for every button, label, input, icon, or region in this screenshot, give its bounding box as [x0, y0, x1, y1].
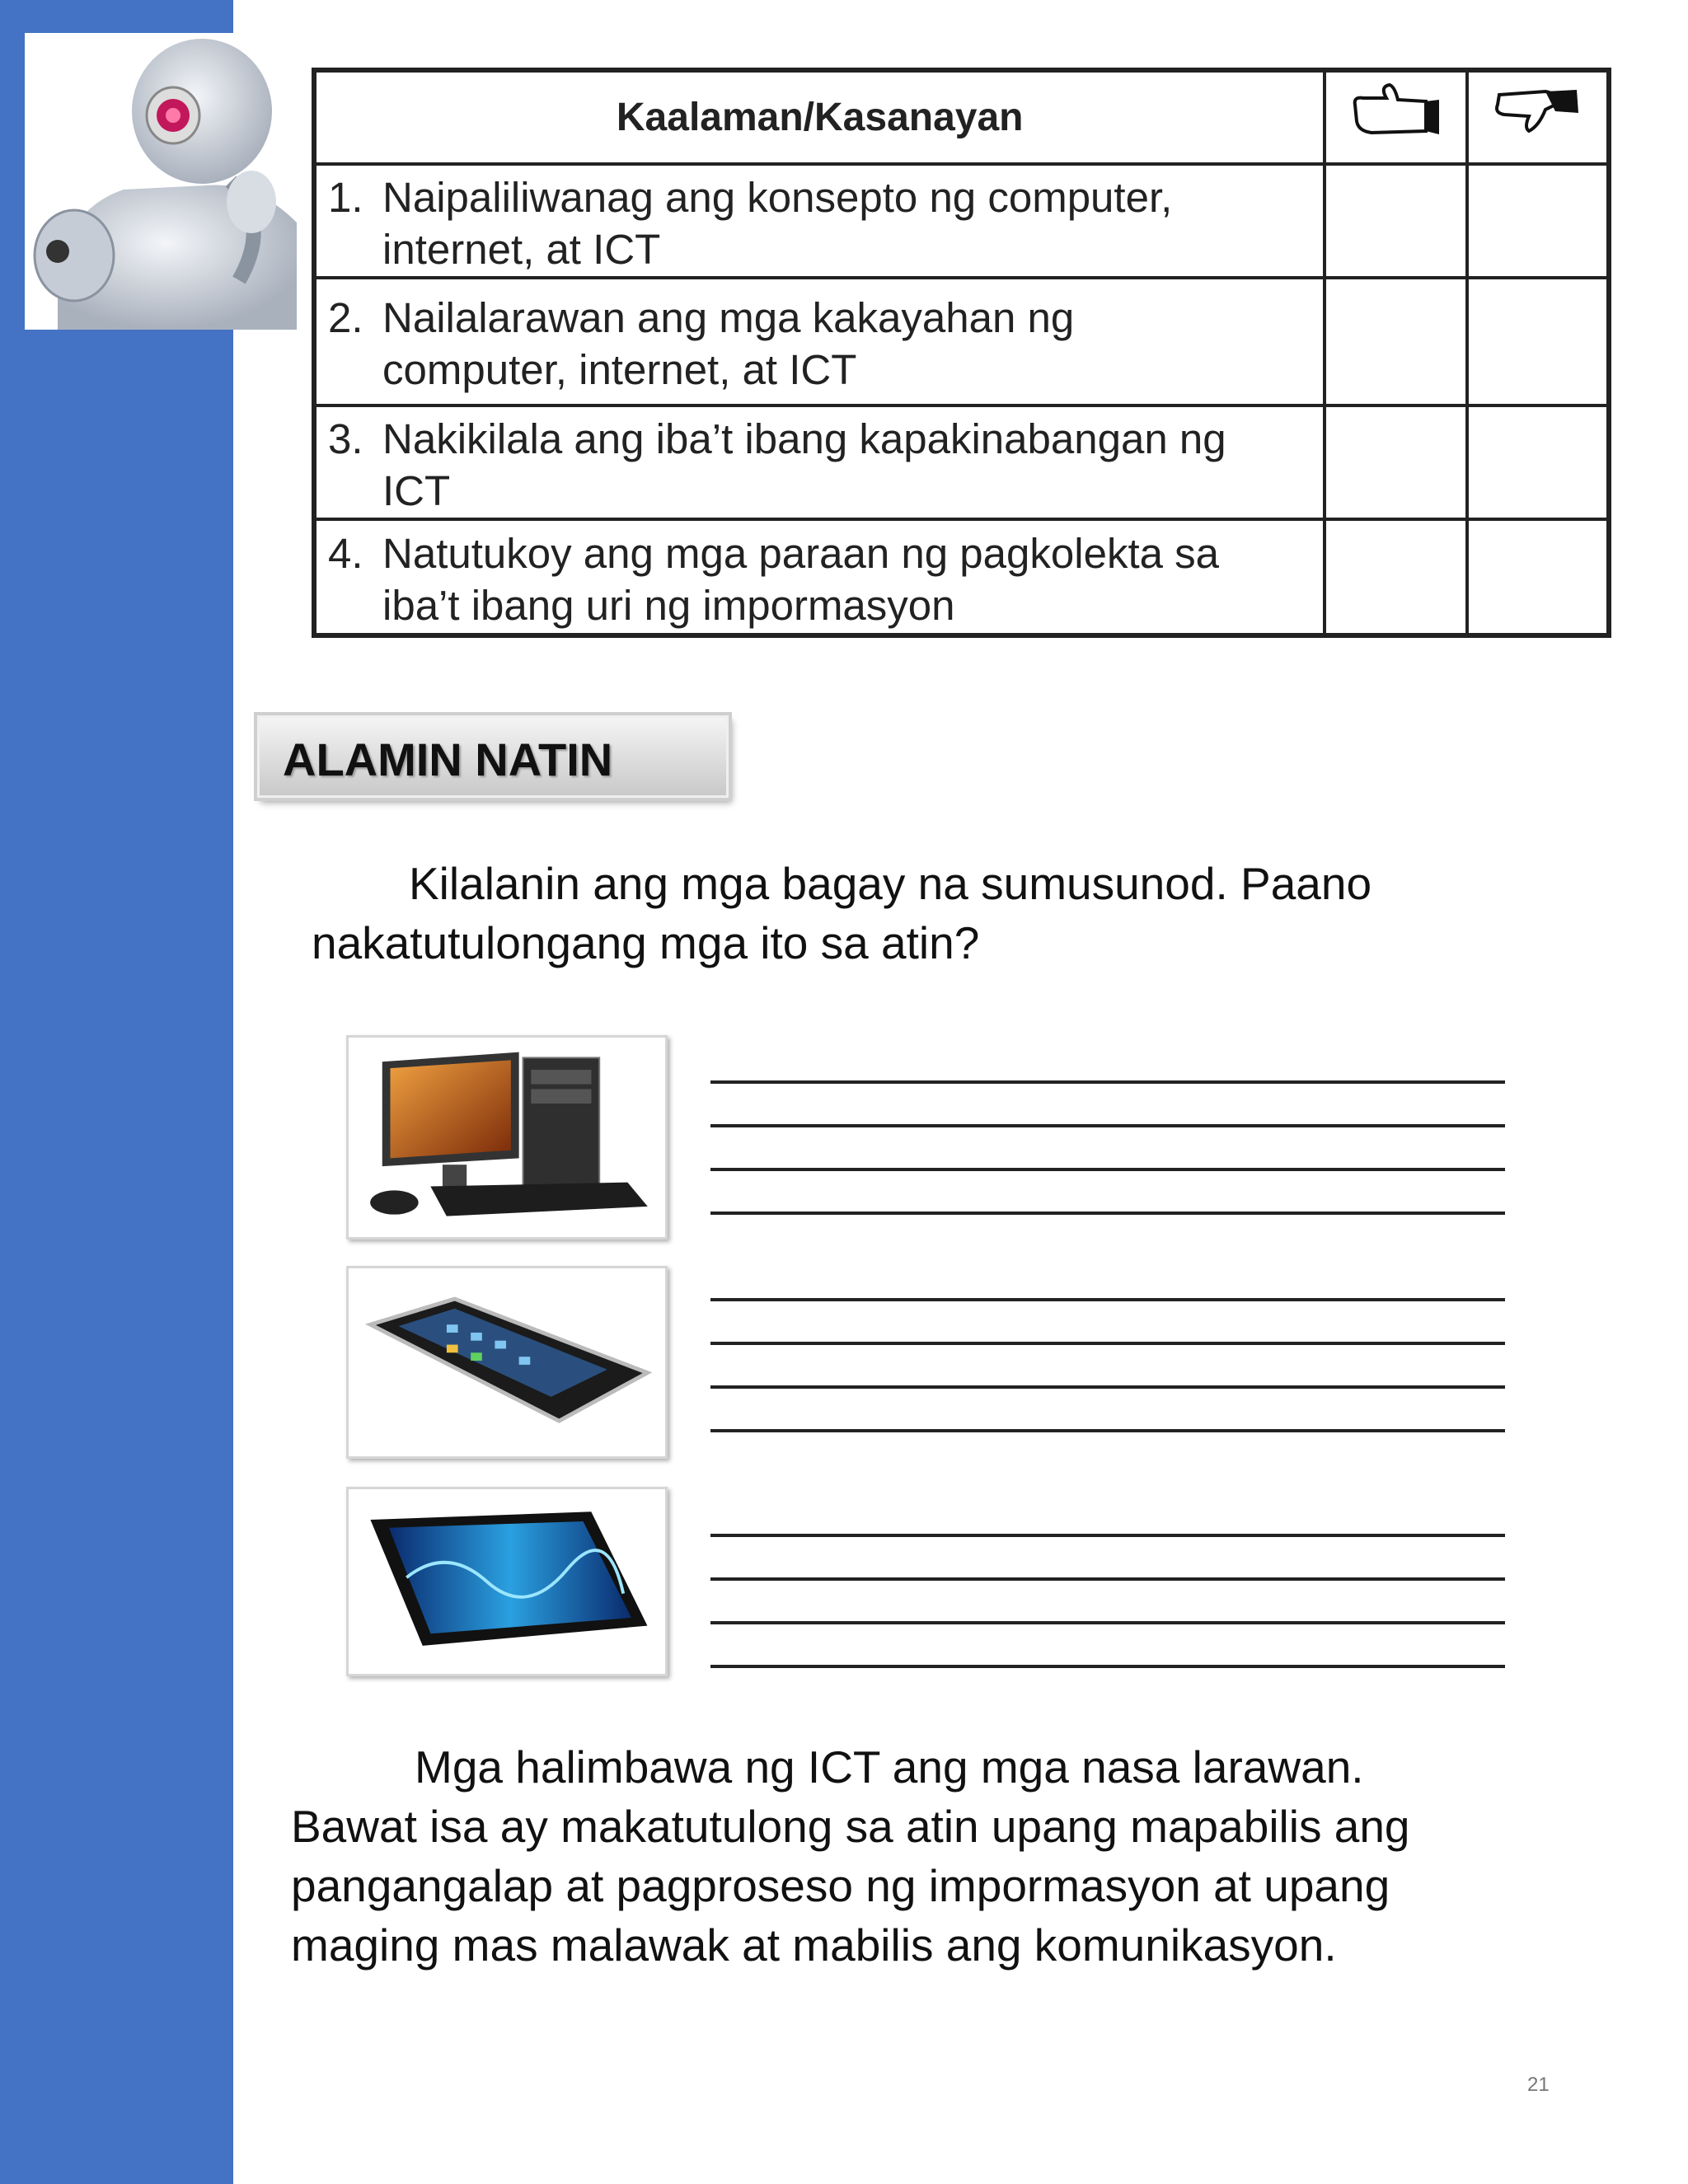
writing-line[interactable]	[710, 1665, 1505, 1668]
thumbs-down-checkbox-cell[interactable]	[1467, 278, 1609, 406]
writing-line[interactable]	[710, 1429, 1505, 1432]
skill-text-line2: ICT	[382, 466, 451, 514]
intro-line2: nakatutulongang mga ito sa atin?	[312, 917, 980, 968]
writing-line[interactable]	[710, 1168, 1505, 1171]
skill-cell	[314, 164, 1325, 277]
smartphone-icon	[349, 1268, 665, 1456]
thumbs-up-checkbox-cell[interactable]	[1325, 164, 1466, 277]
row-number: 3.	[328, 415, 363, 462]
tablet-icon	[349, 1489, 665, 1674]
skill-text-line2: iba’t ibang uri ng impormasyon	[382, 581, 955, 629]
thumbs-down-checkbox-cell[interactable]	[1467, 519, 1609, 635]
row-number: 2.	[328, 294, 363, 342]
skill-text-line2: internet, at ICT	[382, 225, 661, 273]
smartphone-picture	[346, 1266, 668, 1459]
thumbs-up-checkbox-cell[interactable]	[1325, 405, 1466, 518]
writing-line[interactable]	[710, 1621, 1505, 1624]
skill-text-line1: Nakikilala ang iba’t ibang kapakinabangan ng	[382, 415, 1226, 462]
table-header-row	[314, 70, 1609, 164]
writing-line[interactable]	[710, 1577, 1505, 1581]
closing-paragraph	[291, 1737, 1610, 1975]
thumbs-up-checkbox-cell[interactable]	[1325, 278, 1466, 406]
skill-cell	[314, 278, 1325, 406]
thumbs-down-column-header	[1467, 70, 1609, 164]
table-row	[314, 164, 1609, 277]
desktop-computer-picture	[346, 1035, 668, 1240]
thumbs-up-icon	[1347, 80, 1446, 146]
writing-line[interactable]	[710, 1385, 1505, 1389]
writing-line[interactable]	[710, 1534, 1505, 1537]
thumbs-down-checkbox-cell[interactable]	[1467, 405, 1609, 518]
closing-line3: pangangalap at pagproseso ng impormasyon at upang	[291, 1860, 1390, 1911]
table-row	[314, 519, 1609, 635]
closing-line4: maging mas malawak at mabilis ang komunikasyon.	[291, 1919, 1337, 1971]
thumbs-up-column-header	[1325, 70, 1466, 164]
table-row	[314, 278, 1609, 406]
table-row	[314, 405, 1609, 518]
writing-line[interactable]	[710, 1124, 1505, 1127]
thumbs-down-checkbox-cell[interactable]	[1467, 164, 1609, 277]
section-banner	[257, 715, 729, 798]
page-number: 21	[1527, 2074, 1550, 2096]
thumbs-down-icon	[1488, 80, 1587, 146]
writing-line[interactable]	[710, 1212, 1505, 1215]
section-title: ALAMIN NATIN	[283, 733, 613, 785]
intro-paragraph	[312, 854, 1548, 972]
writing-line[interactable]	[710, 1342, 1505, 1345]
closing-line1: Mga halimbawa ng ICT ang mga nasa larawan.	[415, 1741, 1364, 1793]
skill-text-line1: Natutukoy ang mga paraan ng pagkolekta sa	[382, 529, 1220, 577]
writing-line[interactable]	[710, 1080, 1505, 1084]
intro-line1: Kilalanin ang mga bagay na sumusunod. Paano	[409, 858, 1372, 909]
row-number: 4.	[328, 529, 363, 577]
row-number: 1.	[328, 173, 363, 221]
skill-text-line1: Nailalarawan ang mga kakayahan ng	[382, 294, 1075, 342]
self-assessment-table	[312, 68, 1611, 638]
closing-line2: Bawat isa ay makatutulong sa atin upang mapabilis ang	[291, 1801, 1410, 1852]
tablet-picture	[346, 1487, 668, 1676]
skill-text-line2: computer, internet, at ICT	[382, 346, 857, 394]
robot-illustration	[25, 33, 297, 330]
desktop-computer-icon	[349, 1038, 665, 1237]
skill-column-header: Kaalaman/Kasanayan	[314, 70, 1325, 164]
skill-cell	[314, 405, 1325, 518]
skill-text-line1: Naipaliliwanag ang konsepto ng computer,	[382, 173, 1173, 221]
skill-cell	[314, 519, 1325, 635]
writing-line[interactable]	[710, 1298, 1505, 1301]
thumbs-up-checkbox-cell[interactable]	[1325, 519, 1466, 635]
